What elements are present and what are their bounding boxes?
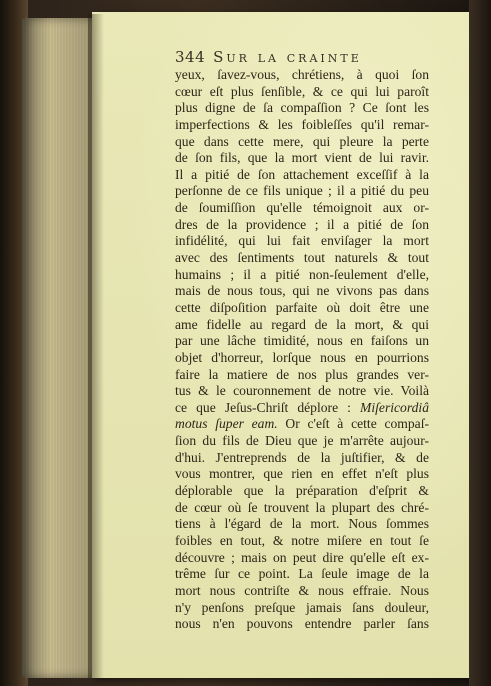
body-text [175,67,429,633]
text-line [175,583,429,600]
line-text: que dans cette mere, qui pleure la perte [175,133,429,149]
line-text: déplorable que la préparation d'eſprit & [175,483,429,499]
line-text: mort nous contriſte & nous effraie. Nous [175,582,429,598]
text-line [175,250,429,267]
text-line [175,183,429,200]
book-cover-right-edge [469,0,491,686]
line-text: humains ; il a pitié non-ſeulement d'elle, [175,266,429,282]
text-line [175,550,429,567]
text-line [175,433,429,450]
page-gutter-shadow [88,14,104,678]
text-line [175,267,429,284]
line-text: avec des ſentiments tout naturels & tout [175,250,429,266]
line-text: de ſon fils, que la mort vient de lui ravir. [175,150,429,166]
line-text: d'hui. J'entreprends de la juſtifier, & de [175,449,429,465]
text-line [175,533,429,550]
line-text: cœur eſt plus ſenſible, & ce qui lui paroît [175,83,429,99]
line-text: de cœur où ſe trouvent la plupart des chré- [175,499,429,515]
line-text: tiens à l'égard de la mort. Nous ſommes [175,516,429,532]
line-text: infidélité, qui lui fait enviſager la mort [175,233,429,249]
text-line [175,350,429,367]
line-text: par une lâche timidité, nous en faiſons un [175,333,429,349]
text-line [175,233,429,250]
line-text: trême ſur ce point. La ſeule image de la [175,566,429,582]
line-text: ame fidelle au regard de la mort, & qui [175,316,429,332]
text-line [175,400,429,417]
text-line [175,100,429,117]
line-text: foibles en tout, & notre miſere en tout ſe [175,532,429,548]
line-text: n'y penſons preſque jamais ſans douleur, [175,599,429,615]
running-title: Sur la crainte [213,48,362,66]
line-text: objet d'horreur, lorſque nous en pourrions [175,349,429,365]
text-line [175,67,429,84]
text-line [175,516,429,533]
text-line [175,317,429,334]
line-text: Il a pitié de ſon attachement exceſſif à la [175,166,429,182]
text-line [175,150,429,167]
text-line [175,383,429,400]
line-text: vous montrer, que rien en effet n'eſt plus [175,466,429,482]
text-line [175,367,429,384]
line-text: imperfections & les foibleſſes qu'il remar- [175,116,429,132]
text-line [175,200,429,217]
text-line [175,117,429,134]
text-line [175,566,429,583]
running-head [175,48,362,66]
text-line [175,616,429,633]
text-line [175,450,429,467]
text-line [175,84,429,101]
text-line [175,217,429,234]
text-line [175,134,429,151]
text-line [175,333,429,350]
text-line [175,283,429,300]
italic-quote: Miſericordiâ [360,399,429,415]
line-text: cette diſpoſition parfaite où doit être une [175,299,429,315]
page-number: 344 [175,48,206,66]
text-line [175,600,429,617]
text-line [175,167,429,184]
line-text: faire la matiere de nos plus grandes ver- [175,366,429,382]
line-text: ſion du fils de Dieu que je m'arrête aujour- [175,433,429,449]
text-line [175,466,429,483]
line-text: dres de la providence ; il a pitié de ſon [175,216,429,232]
line-text: ce que Jeſus-Chriſt déplore : [175,399,361,415]
line-text: perſonne de ce fils unique ; il a pitié du peu [175,183,429,199]
line-text: yeux, ſavez-vous, chrétiens, à quoi ſon [175,67,429,82]
text-line [175,500,429,517]
line-text: nous n'en pouvons entendre parler ſans [175,616,429,632]
line-text: tus & le couronnement de notre vie. Voilà [175,383,429,399]
line-text: plus digne de ſa compaſſion ? Ce ſont les [175,100,429,116]
line-text: Or c'eſt à cette compaſ- [277,416,429,432]
text-line [175,483,429,500]
text-line [175,416,429,433]
italic-quote: motus ſuper eam. [175,416,278,432]
line-text: découvre ; mais on peut dire qu'elle eſt ex- [175,549,429,565]
text-line [175,300,429,317]
line-text: de ſoumiſſion qu'elle témoignoit aux or- [175,200,429,216]
stacked-page-edges [22,18,94,678]
line-text: mais de nous tous, qui ne vivons pas dans [175,283,429,299]
